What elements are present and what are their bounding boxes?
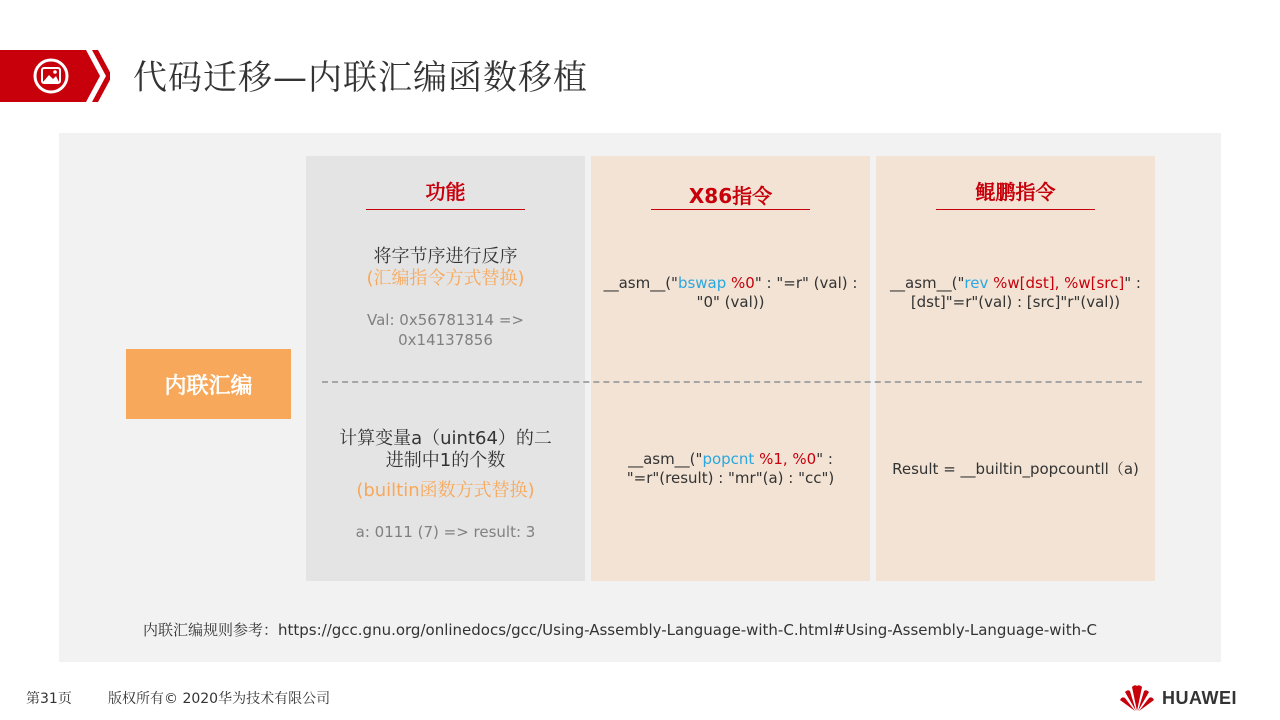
x86-bswap-code-line1 — [591, 274, 870, 293]
code-rest: " : — [816, 450, 833, 468]
header-underline — [651, 209, 810, 210]
instruction-operand: %w[dst], %w[src] — [988, 274, 1125, 292]
x86-popcnt-code-line2: "=r"(result) : "mr"(a) : "cc") — [626, 469, 835, 487]
row2-note: (builtin函数方式替换) — [356, 480, 535, 501]
column-header-kunpeng: 鲲鹏指令 — [975, 180, 1056, 204]
header-underline — [936, 209, 1095, 210]
x86-bswap-code-line2: "0" (val)) — [696, 293, 765, 311]
row1-note: (汇编指令方式替换) — [366, 268, 525, 289]
function-column — [306, 156, 585, 581]
code-prefix: __asm__(" — [890, 274, 965, 292]
instruction-keyword: rev — [964, 274, 989, 292]
code-rest: " : — [1124, 274, 1141, 292]
instruction-keyword: bswap — [677, 274, 727, 292]
kunpeng-rev-code-line2: [dst]"=r"(val) : [src]"r"(val)) — [910, 293, 1121, 311]
kunpeng-popcount-code: Result = __builtin_popcountll（a) — [892, 460, 1139, 478]
code-prefix: __asm__(" — [603, 274, 678, 292]
copyright: 版权所有© 2020华为技术有限公司 — [108, 691, 331, 707]
instruction-operand: %1, %0 — [754, 450, 817, 468]
x86-column — [591, 156, 870, 581]
x86-popcnt-code-line1 — [591, 450, 870, 469]
row1-description: 将字节序进行反序 — [373, 246, 518, 267]
row2-example: a: 0111 (7) => result: 3 — [355, 523, 536, 541]
row2-description-line2: 进制中1的个数 — [385, 450, 506, 471]
title-banner — [0, 50, 110, 102]
side-label: 内联汇编 — [126, 349, 291, 419]
row-divider — [322, 381, 1142, 383]
huawei-logo — [1118, 683, 1156, 713]
row1-example-line2: 0x14137856 — [398, 331, 493, 349]
page-title: 代码迁移—内联汇编函数移植 — [133, 58, 588, 98]
column-header-x86: X86指令 — [688, 184, 773, 208]
row2-description-line1: 计算变量a（uint64）的二 — [339, 428, 552, 449]
brand-name: HUAWEI — [1162, 687, 1237, 708]
brand — [1118, 681, 1258, 715]
reference-footnote: 内联汇编规则参考：https://gcc.gnu.org/onlinedocs/gcc/Using-Assembly-Language-with-C.html#Using-Assembly-Language-with-C — [143, 621, 1097, 639]
column-header-function: 功能 — [425, 180, 466, 204]
kunpeng-rev-code-line1 — [876, 274, 1155, 293]
instruction-keyword: popcnt — [702, 450, 755, 468]
header-underline — [366, 209, 525, 210]
kunpeng-column — [876, 156, 1155, 581]
row1-example-line1: Val: 0x56781314 => — [367, 311, 524, 329]
page-number: 第31页 — [26, 691, 72, 707]
instruction-operand: %0 — [726, 274, 755, 292]
code-prefix: __asm__(" — [628, 450, 703, 468]
code-rest: " : "=r" (val) : — [754, 274, 858, 292]
